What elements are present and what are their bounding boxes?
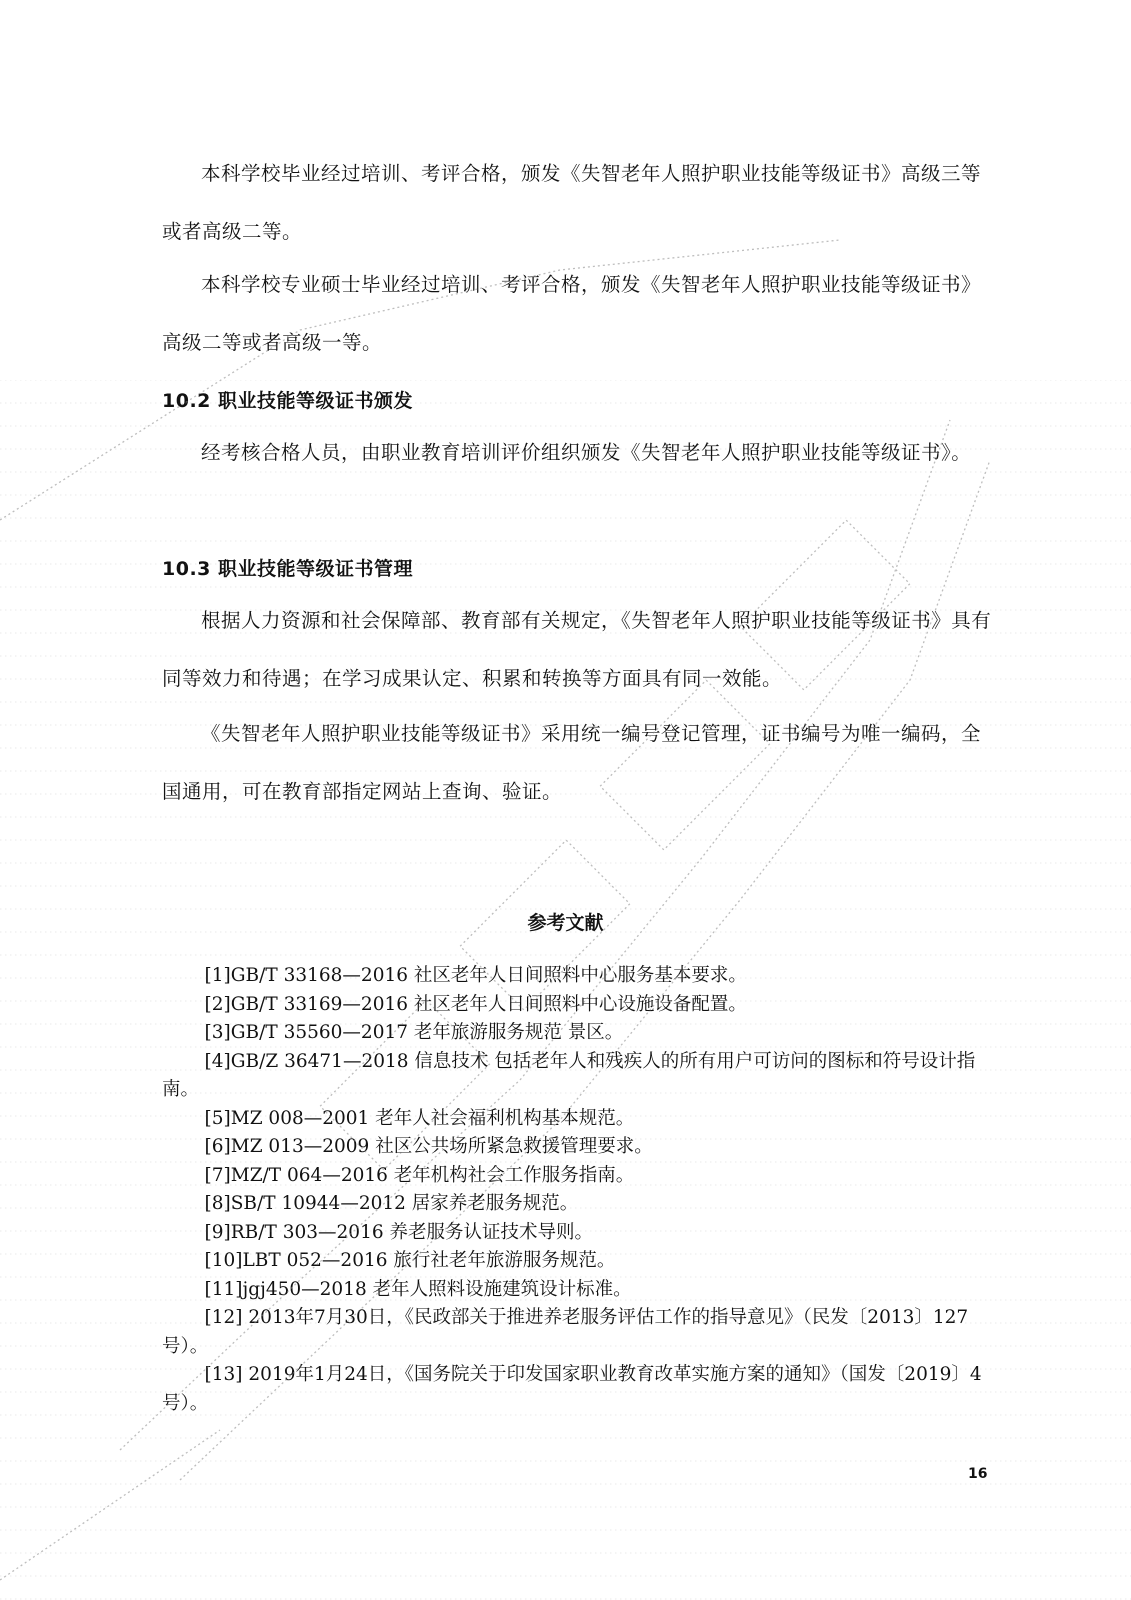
references-list	[162, 962, 992, 1418]
section-10-2-heading: 10.2 职业技能等级证书颁发	[162, 390, 413, 412]
reference-item: [11]jgj450—2018 老年人照料设施建筑设计标准。	[204, 1278, 632, 1300]
reference-item: [4]GB/Z 36471—2018 信息技术 包括老年人和残疾人的所有用户可访问的图标和符号设计指南。	[162, 1050, 976, 1100]
section-10-3-heading: 10.3 职业技能等级证书管理	[162, 558, 413, 580]
reference-item: [2]GB/T 33169—2016 社区老年人日间照料中心设施设备配置。	[204, 993, 747, 1015]
reference-item: [5]MZ 008—2001 老年人社会福利机构基本规范。	[204, 1107, 635, 1129]
page-number: 16	[968, 1466, 988, 1482]
reference-item: [12] 2013年7月30日，《民政部关于推进养老服务评估工作的指导意见》（民发〔2013〕127号）。	[162, 1307, 969, 1357]
reference-item: [1]GB/T 33168—2016 社区老年人日间照料中心服务基本要求。	[204, 965, 747, 986]
section-10-3-body-1: 根据人力资源和社会保障部、教育部有关规定，《失智老年人照护职业技能等级证书》具有同等效力和待遇；在学习成果认定、积累和转换等方面具有同一效能。	[162, 609, 992, 690]
section-10-3-body-2: 《失智老年人照护职业技能等级证书》采用统一编号登记管理，证书编号为唯一编码，全国通用，可在教育部指定网站上查询、验证。	[162, 722, 982, 803]
paragraph-master: 本科学校专业硕士毕业经过培训、考评合格，颁发《失智老年人照护职业技能等级证书》高级二等或者高级一等。	[162, 273, 982, 354]
reference-item: [7]MZ/T 064—2016 老年机构社会工作服务指南。	[204, 1164, 635, 1186]
reference-item: [8]SB/T 10944—2012 居家养老服务规范。	[204, 1193, 579, 1214]
section-10-2-body: 经考核合格人员，由职业教育培训评价组织颁发《失智老年人照护职业技能等级证书》。	[201, 441, 972, 464]
paragraph-bachelor: 本科学校毕业经过培训、考评合格，颁发《失智老年人照护职业技能等级证书》高级三等或者高级二等。	[162, 162, 982, 243]
reference-item: [9]RB/T 303—2016 养老服务认证技术导则。	[204, 1221, 594, 1243]
reference-item: [6]MZ 013—2009 社区公共场所紧急救援管理要求。	[204, 1136, 653, 1157]
reference-item: [13] 2019年1月24日，《国务院关于印发国家职业教育改革实施方案的通知》（国发〔2019〕4号）。	[162, 1364, 982, 1414]
references-title: 参考文献	[527, 912, 604, 934]
reference-item: [10]LBT 052—2016 旅行社老年旅游服务规范。	[204, 1250, 616, 1271]
reference-item: [3]GB/T 35560—2017 老年旅游服务规范 景区。	[204, 1022, 624, 1043]
